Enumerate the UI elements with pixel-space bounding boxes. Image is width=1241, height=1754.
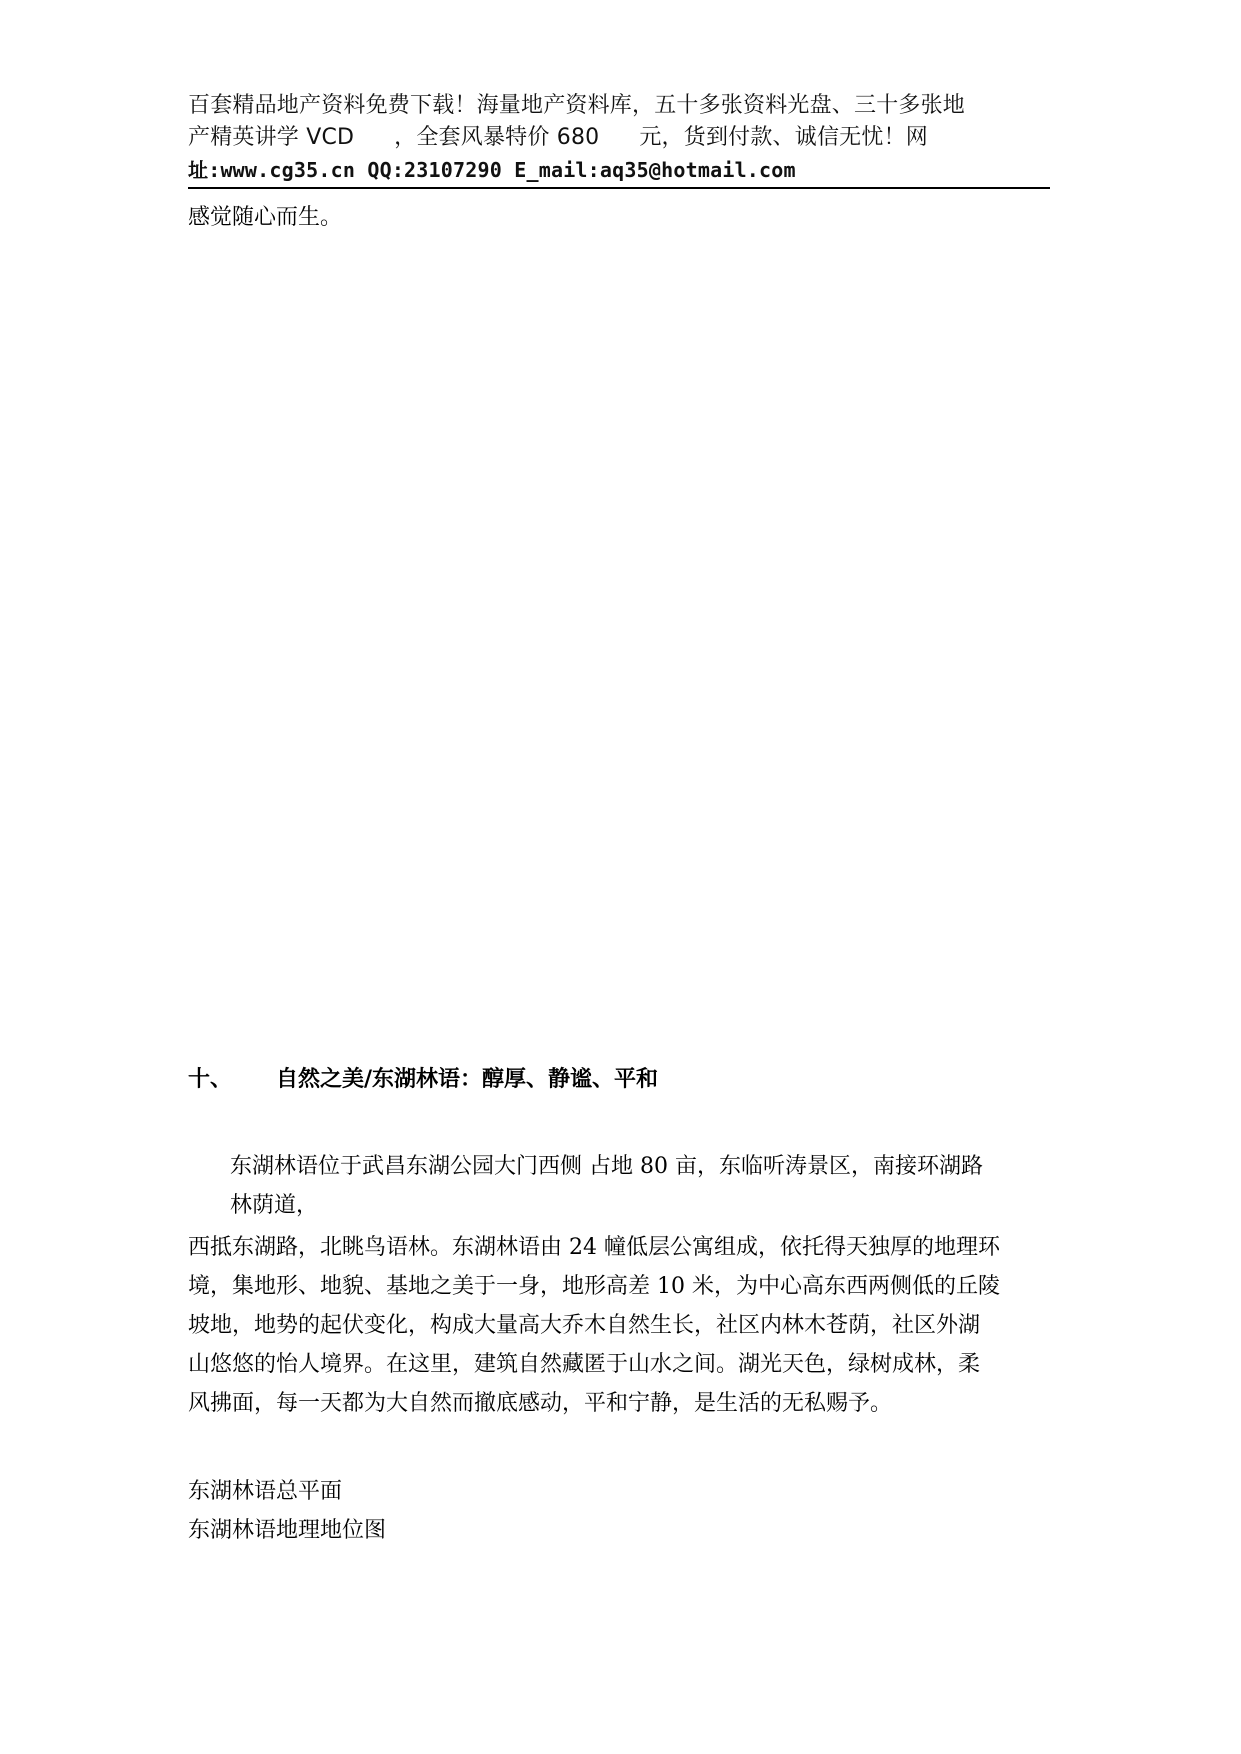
continuation-text: 感觉随心而生。 xyxy=(188,205,343,230)
paragraph-line: 坡地，地势的起伏变化，构成大量高大乔木自然生长，社区内林木苍荫，社区外湖 xyxy=(188,1313,981,1338)
header-line-2 xyxy=(188,122,1050,154)
paragraph-line: 西抵东湖路，北眺鸟语林。东湖林语由 24 幢低层公寓组成，依托得天独厚的地理环 xyxy=(188,1235,1000,1260)
paragraph-line: 境，集地形、地貌、基地之美于一身，地形高差 10 米，为中心高东西两侧低的丘陵 xyxy=(188,1274,1000,1299)
page-header xyxy=(188,90,1050,186)
section-number: 十、 xyxy=(188,1067,233,1092)
caption-site-plan: 东湖林语总平面 xyxy=(188,1479,343,1504)
section-title: 自然之美/东湖林语：醇厚、静谧、平和 xyxy=(276,1067,659,1092)
header-line-2-part-c: 元，货到付款、诚信无忧！网 xyxy=(639,125,928,150)
header-line-2-part-a: 产精英讲学 VCD xyxy=(188,125,355,150)
paragraph-line: 风拂面，每一天都为大自然而撤底感动，平和宁静，是生活的无私赐予。 xyxy=(188,1391,893,1416)
figure-captions xyxy=(188,1472,386,1550)
paragraph-line: 山悠悠的怡人境界。在这里，建筑自然藏匿于山水之间。湖光天色，绿树成林，柔 xyxy=(188,1352,981,1377)
header-divider xyxy=(188,187,1050,189)
paragraph-line: 林荫道， xyxy=(230,1193,319,1218)
header-contact-line: 址:www.cg35.cn QQ:23107290 E_mail:aq35@hotmail.com xyxy=(188,158,796,182)
section-heading xyxy=(188,1065,658,1095)
caption-location-map: 东湖林语地理地位图 xyxy=(188,1518,387,1543)
paragraph-intro xyxy=(230,1147,1050,1225)
paragraph-body xyxy=(188,1228,1050,1423)
paragraph-line: 东湖林语位于武昌东湖公园大门西侧 占地 80 亩，东临听涛景区，南接环湖路 xyxy=(230,1154,983,1179)
header-line-2-part-b: ，全套风暴特价 680 xyxy=(394,125,600,150)
header-line-1: 百套精品地产资料免费下载！海量地产资料库，五十多张资料光盘、三十多张地 xyxy=(188,93,966,118)
